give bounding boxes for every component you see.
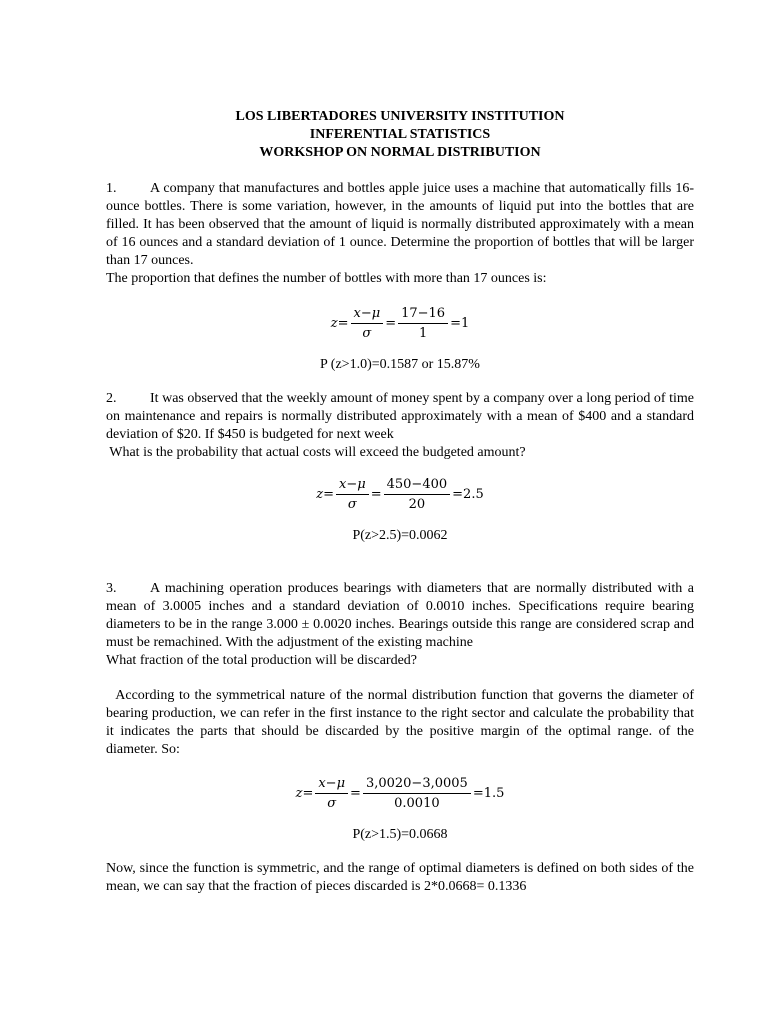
problem-1-text: A company that manufactures and bottles apple juice uses a machine that automatically fills 16-ounce bottles. There is some variation, however, in the amounts of liquid put into the bottles that are filled. It has been observed that the amount of liquid is normally distributed approximately with a mean of 16 ounces and a standard deviation of 1 ounce. Determine the proportion of bottles that will be larger than 17 ounces. bbox=[106, 181, 694, 268]
eq-2-num-a: x−μ bbox=[336, 476, 369, 495]
eq-2-rhs: 2.5 bbox=[463, 487, 484, 502]
eq-1-num-a: x−μ bbox=[351, 305, 384, 324]
eq-3-den-b: 0.0010 bbox=[394, 796, 440, 811]
problem-1-number: 1. bbox=[106, 181, 117, 196]
eq-3-lhs: z bbox=[295, 786, 303, 801]
problem-2-question: What is the probability that actual costs will exceed the budgeted amount? bbox=[106, 445, 526, 460]
problem-2-text: It was observed that the weekly amount of money spent by a company over a long period of time on maintenance and repairs is normally distributed approximately with a mean of $400 and a standard deviation of $20. If $450 is budgeted for next week bbox=[106, 391, 694, 442]
problem-2 bbox=[106, 390, 694, 545]
eq-2-fraction-b bbox=[384, 476, 451, 513]
problem-2-statement bbox=[106, 390, 694, 444]
eq-1-fraction-a bbox=[351, 305, 384, 342]
eq-3-num-b: 3,0020−3,0005 bbox=[363, 775, 471, 794]
problem-3-conclusion: Now, since the function is symmetric, and the range of optimal diameters is defined on both sides of the mean, we can say that the fraction of pieces discarded is 2*0.0668= 0.1336 bbox=[106, 861, 694, 894]
eq-2-equals-c: = bbox=[452, 487, 464, 502]
problem-1-question: The proportion that defines the number of bottles with more than 17 ounces is: bbox=[106, 271, 547, 286]
problem-3-statement bbox=[106, 580, 694, 652]
workshop-title: WORKSHOP ON NORMAL DISTRIBUTION bbox=[259, 145, 541, 160]
problem-3-explanation: According to the symmetrical nature of the normal distribution function that governs the diameter of bearing production, we can refer in the first instance to the right sector and calculate the probability that it indicates the parts that should be discarded by the positive margin of the optimal range. of the diameter. So: bbox=[106, 688, 698, 757]
eq-1-equals-c: = bbox=[450, 316, 461, 331]
problem-3-equation bbox=[106, 775, 694, 812]
document-header bbox=[106, 108, 694, 162]
course-title: INFERENTIAL STATISTICS bbox=[309, 127, 491, 142]
eq-1-den-a: σ bbox=[362, 326, 372, 341]
problem-3 bbox=[106, 580, 698, 896]
eq-2-den-a: σ bbox=[347, 497, 357, 512]
problem-2-equation bbox=[106, 476, 694, 513]
eq-1-lhs: z bbox=[330, 316, 338, 331]
eq-3-fraction-b bbox=[363, 775, 471, 812]
eq-3-equals-c: = bbox=[472, 786, 484, 801]
eq-1-equals-b: = bbox=[385, 316, 397, 331]
institution-title: LOS LIBERTADORES UNIVERSITY INSTITUTION bbox=[235, 109, 565, 124]
eq-3-den-a: σ bbox=[327, 796, 337, 811]
eq-3-rhs: 1.5 bbox=[483, 786, 505, 801]
problem-1-equation bbox=[106, 305, 694, 342]
problem-3-number: 3. bbox=[106, 581, 117, 596]
eq-3-equals-b: = bbox=[350, 786, 361, 801]
eq-1-rhs: 1 bbox=[460, 316, 470, 331]
eq-2-lhs: z bbox=[316, 487, 324, 502]
eq-3-fraction-a bbox=[315, 775, 348, 812]
eq-2-equals-b: = bbox=[370, 487, 382, 502]
problem-1 bbox=[106, 180, 694, 374]
eq-2-equals-a: = bbox=[323, 487, 335, 502]
eq-2-num-b: 450−400 bbox=[384, 476, 451, 495]
document-page bbox=[106, 108, 698, 896]
eq-1-fraction-b bbox=[398, 305, 448, 342]
problem-3-question: What fraction of the total production will be discarded? bbox=[106, 653, 418, 668]
problem-1-result: P (z>1.0)=0.1587 or 15.87% bbox=[320, 357, 480, 372]
problem-2-result: P(z>2.5)=0.0062 bbox=[352, 528, 448, 543]
eq-2-den-b: 20 bbox=[408, 497, 426, 512]
problem-1-statement bbox=[106, 180, 694, 270]
eq-1-den-b: 1 bbox=[418, 326, 428, 341]
eq-1-equals-a: = bbox=[337, 316, 349, 331]
problem-2-number: 2. bbox=[106, 391, 117, 406]
eq-1-num-b: 17−16 bbox=[398, 305, 448, 324]
problem-3-result: P(z>1.5)=0.0668 bbox=[352, 827, 448, 842]
eq-3-equals-a: = bbox=[302, 786, 314, 801]
problem-3-text: A machining operation produces bearings with diameters that are normally distributed with a mean of 3.0005 inches and a standard deviation of 0.0010 inches. Specifications require bearing diameters to be in the range 3.000 ± 0.0020 inches. Bearings outside this range are considered scrap and must be remachined. With the adjustment of the existing machine bbox=[106, 581, 694, 650]
eq-3-num-a: x−μ bbox=[315, 775, 348, 794]
eq-2-fraction-a bbox=[336, 476, 369, 513]
